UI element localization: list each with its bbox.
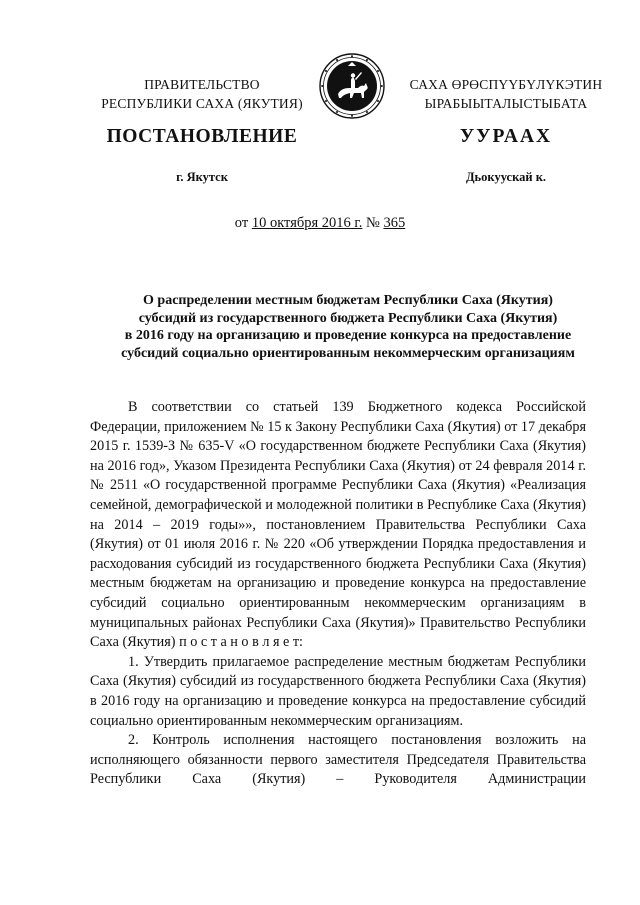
document-number: 365 xyxy=(383,215,406,231)
body-paragraph-item-1: 1. Утвердить прилагаемое распределение местным бюджетам Республики Саха (Якутия) субсидий из государственного бюджета Республики Саха (Якутия) в 2016 году на организацию и проведение конкурса на предоставление субсидий социально ориентированным некоммерческим организациям. xyxy=(90,653,586,729)
header-right-line1: САХА ӨРӨСПҮҮБҮЛҮКЭТИН xyxy=(409,77,603,92)
document-type-title-sakha: УУРААХ xyxy=(459,126,553,147)
document-type-title: ПОСТАНОВЛЕНИЕ xyxy=(106,126,298,147)
document-date: 10 октября 2016 г. xyxy=(251,215,363,231)
subject-line: субсидий из государственного бюджета Республики Саха (Якутия) xyxy=(138,310,558,326)
header-right-block xyxy=(400,75,612,113)
number-prefix: № xyxy=(362,215,384,231)
coat-of-arms-icon xyxy=(318,52,386,120)
header-left-line2: РЕСПУБЛИКИ САХА (ЯКУТИЯ) xyxy=(101,96,303,111)
header-left-block xyxy=(84,75,320,113)
body-paragraph-preamble: В соответствии со статьей 139 Бюджетного кодекса Российской Федерации, приложением № 15 к Закону Республики Саха (Якутия) от 17 декабря 2015 г. 1539-З № 635-V «О государственном бюджете Республики Саха (Якутия) на 2016 год», Указом Президента Республики Саха (Якутия) от 24 февраля 2014 г. № 2511 «О государственной программе Республики Саха (Якутия) «Реализация семейной, демографической и молодежной политики в Республике Саха (Якутия) на 2014 – 2019 годы»», постановлением Правительства Республики Саха (Якутия) от 01 июля 2016 г. № 220 «Об утверждении Порядка предоставления и расходования субсидий из государственного бюджета Республики Саха (Якутия) местным бюджетам на организацию и проведение конкурса на предоставление субсидий социально ориентированным некоммерческим организациям в муниципальных районах Республики Саха (Якутия)» Правительство Республики Саха (Якутия) п о с т а н о в л я е т: xyxy=(90,399,586,651)
subject-line: субсидий социально ориентированным некоммерческим организациям xyxy=(121,345,575,361)
document-subject xyxy=(84,292,612,362)
city-label: г. Якутск xyxy=(176,170,228,184)
date-number-line xyxy=(0,215,640,232)
body-paragraph-item-2: 2. Контроль исполнения настоящего постановления возложить на исполняющего обязанности первого заместителя Председателя Правительства Республики Саха (Якутия) – Руководителя Администрации xyxy=(90,732,586,788)
subject-line: О распределении местным бюджетам Республики Саха (Якутия) xyxy=(143,293,553,308)
header-left-line1: ПРАВИТЕЛЬСТВО xyxy=(144,77,260,92)
header-right-line2: ЫРАБЫЫТАЛЫСТЫБАТА xyxy=(424,96,588,111)
subject-line: в 2016 году на организацию и проведение конкурса на предоставление xyxy=(124,328,572,343)
city-label-sakha: Дьокуускай к. xyxy=(465,170,547,184)
date-prefix: от xyxy=(234,215,252,231)
document-body xyxy=(90,398,586,790)
